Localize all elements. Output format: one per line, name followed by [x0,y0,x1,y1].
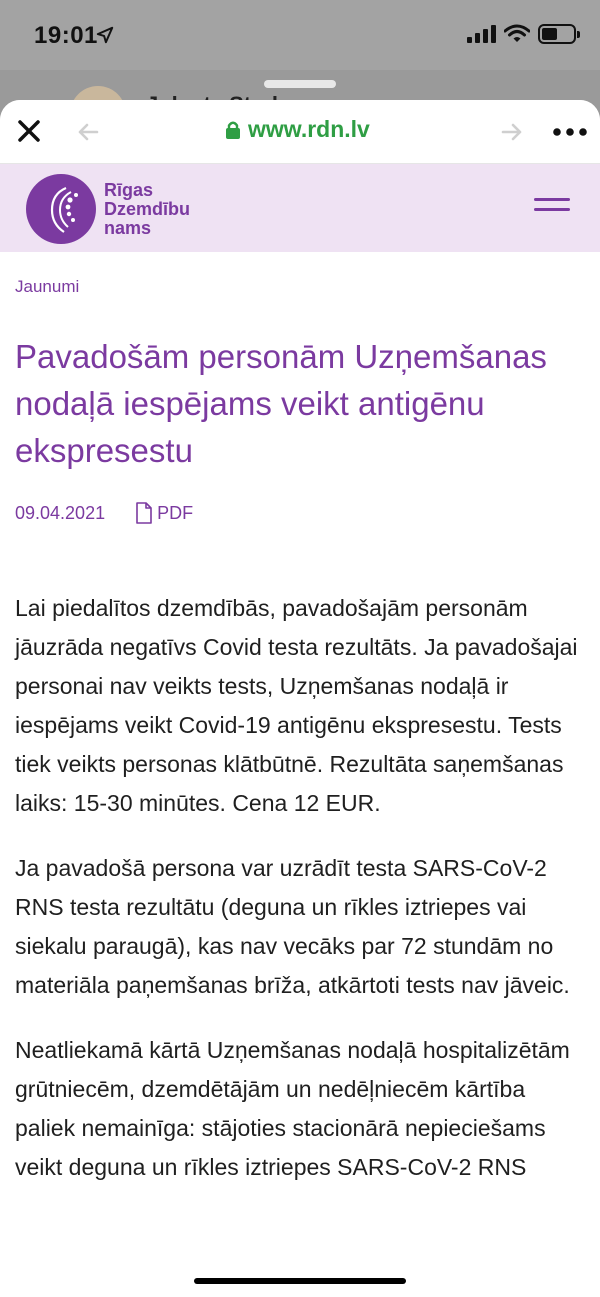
site-logo-text[interactable] [104,181,190,238]
article-paragraph: Ja pavadošā persona var uzrādīt testa SARS-CoV-2 RNS testa rezultātu (deguna un rīkles iztriepes vai siekalu paraugā), kas nav vecāks par 72 stundām no materiāla paņemšanas brīža, atkārtoti tests nav jāveic. [15,855,570,998]
home-indicator[interactable] [194,1278,406,1284]
document-icon [135,502,153,524]
status-bar [0,0,600,70]
menu-icon[interactable] [534,198,570,220]
more-options-icon[interactable] [552,122,588,142]
forward-arrow-icon[interactable] [500,120,524,144]
close-icon[interactable] [14,116,44,146]
site-header [0,164,600,252]
lock-icon [224,120,242,140]
in-app-browser-sheet [0,100,600,1297]
status-indicators [467,24,576,44]
logo-line: Dzemdību [104,199,191,219]
status-time: 19:01 [34,22,98,49]
sheet-grabber[interactable] [264,80,336,88]
logo-line: nams [104,218,152,238]
article [0,277,600,1187]
cellular-signal-icon [467,25,496,43]
article-title: Pavadošām personām Uzņemšanas nodaļā iespējams veikt antigēnu ekspresestu [15,338,547,469]
pdf-download-link[interactable] [135,502,193,524]
address-bar[interactable] [224,116,370,143]
back-arrow-icon[interactable] [76,120,100,144]
pdf-label: PDF [157,502,194,523]
article-paragraph: Lai piedalītos dzemdībās, pavadošajām personām jāuzrāda negatīvs Covid testa rezultāts. Ja pavadošajai personai nav veikts tests, Uzņemšanas nodaļā ir iespējams veikt Covid-19 antigēnu ekspresestu. Tests tiek veikts personas klātbūtnē. Rezultāta saņemšanas laiks: 15-30 minūtes. Cena 12 EUR. [15,595,578,816]
location-arrow-icon [96,26,114,44]
article-meta [15,502,585,524]
battery-icon [538,24,576,44]
article-paragraph: Neatliekamā kārtā Uzņemšanas nodaļā hospitalizētām grūtniecēm, dzemdētājām un nedēļniecēm kārtība paliek nemainīga: stājoties stacionārā nepieciešams veikt deguna un rīkles iztriepes SARS-CoV-2 RNS [15,1037,570,1180]
logo-line: Rīgas [104,180,154,200]
breadcrumb-category-link[interactable]: Jaunumi [15,277,80,296]
wifi-icon [504,24,530,44]
url-text: www.rdn.lv [248,116,370,142]
browser-toolbar [0,100,600,164]
hospital-logo-icon[interactable] [26,174,96,244]
article-date: 09.04.2021 [15,502,106,523]
